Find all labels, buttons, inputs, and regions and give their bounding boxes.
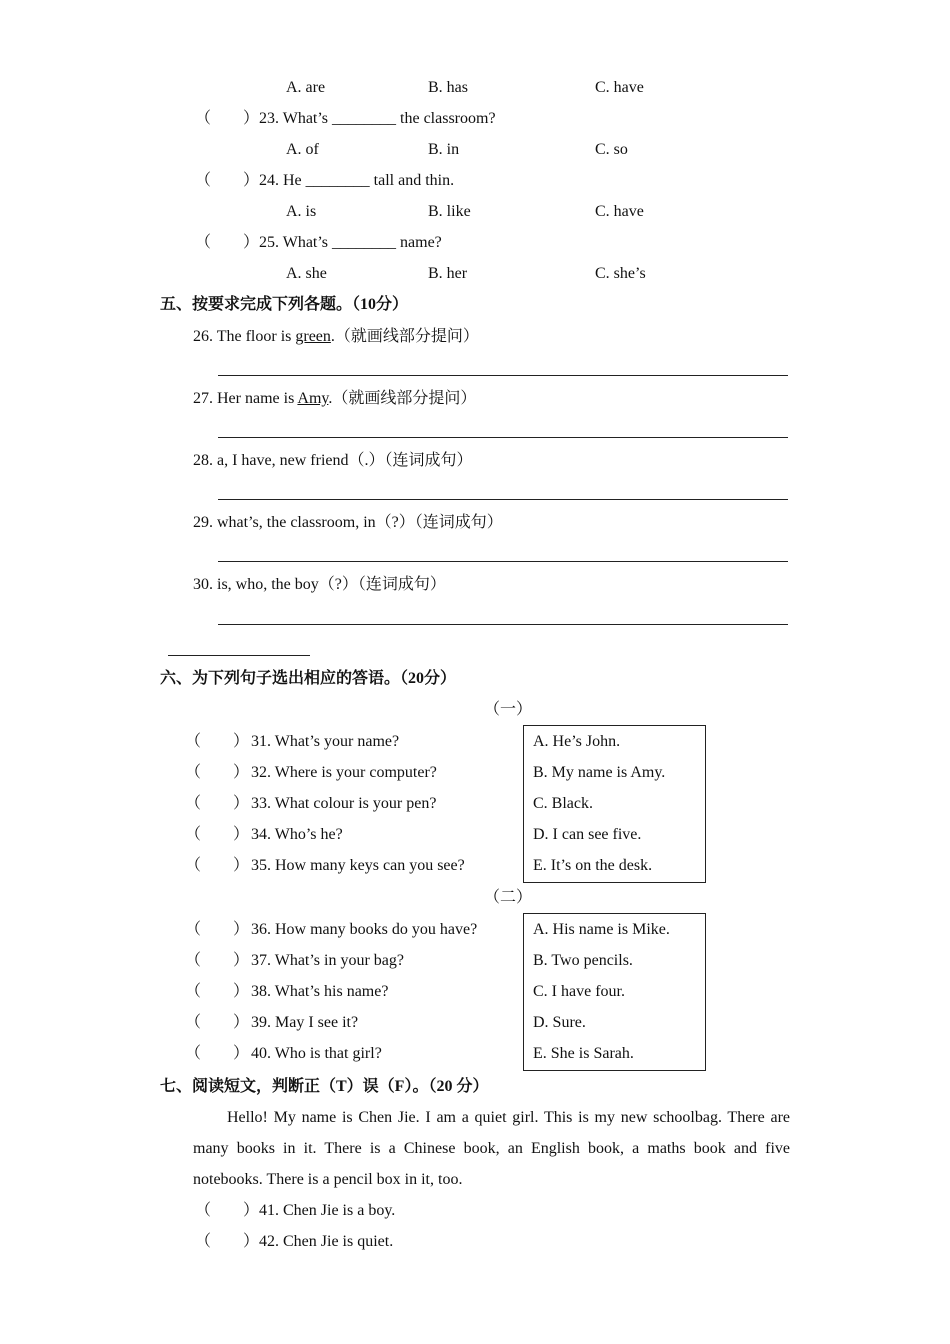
question-31: 31. What’s your name? <box>251 733 400 750</box>
answer-option-d: D. Sure. <box>533 1014 586 1031</box>
section-7-heading: 七、阅读短文，判断正（T）误（F）。（20 分） <box>160 1078 489 1095</box>
passage-line: notebooks. There is a pencil box in it, too. <box>193 1171 463 1188</box>
section-5-heading: 五、按要求完成下列各题。（10分） <box>160 296 409 313</box>
question-40: 40. Who is that girl? <box>251 1045 382 1062</box>
question-23: 23. What’s ________ the classroom? <box>259 110 496 127</box>
question-29: 29. what’s, the classroom, in（?）（连词成句） <box>193 514 503 531</box>
answer-option-c: C. I have four. <box>533 983 625 1000</box>
option-b: B. like <box>428 203 471 220</box>
question-34: 34. Who’s he? <box>251 826 343 843</box>
option-c: C. have <box>595 79 644 96</box>
question-24: 24. He ________ tall and thin. <box>259 172 455 189</box>
answer-blank: （ ） <box>185 857 250 874</box>
answer-option-b: B. Two pencils. <box>533 952 633 969</box>
answer-line[interactable] <box>218 624 788 625</box>
answer-blank: （ ） <box>185 733 250 750</box>
passage-line: Hello! My name is Chen Jie. I am a quiet girl. This is my new schoolbag. There are <box>227 1109 790 1126</box>
option-b: B. her <box>428 265 468 282</box>
question-38: 38. What’s his name? <box>251 983 389 1000</box>
answer-option-e: E. It’s on the desk. <box>533 857 653 874</box>
part-1-label: （一） <box>484 701 533 718</box>
question-35: 35. How many keys can you see? <box>251 857 465 874</box>
question-39: 39. May I see it? <box>251 1014 359 1031</box>
question-37: 37. What’s in your bag? <box>251 952 405 969</box>
answer-blank: （ ） <box>185 795 250 812</box>
option-a: A. she <box>286 265 327 282</box>
answer-blank: （ ） <box>195 172 260 189</box>
answer-line[interactable] <box>218 499 788 500</box>
question-36: 36. How many books do you have? <box>251 921 478 938</box>
question-27: 27. Her name is Amy.（就画线部分提问） <box>193 390 477 407</box>
question-33: 33. What colour is your pen? <box>251 795 437 812</box>
question-32: 32. Where is your computer? <box>251 764 437 781</box>
answer-blank: （ ） <box>185 952 250 969</box>
answer-option-a: A. He’s John. <box>533 733 621 750</box>
question-26: 26. The floor is green.（就画线部分提问） <box>193 328 479 345</box>
answer-blank: （ ） <box>195 1233 260 1250</box>
part-2-label: （二） <box>484 889 533 906</box>
answer-blank: （ ） <box>185 921 250 938</box>
option-b: B. in <box>428 141 460 158</box>
answer-blank: （ ） <box>185 764 250 781</box>
section-6-heading: 六、为下列句子选出相应的答语。（20分） <box>160 670 457 687</box>
answer-blank: （ ） <box>195 110 260 127</box>
answer-blank: （ ） <box>195 1202 260 1219</box>
answer-option-d: D. I can see five. <box>533 826 642 843</box>
answer-blank: （ ） <box>185 983 250 1000</box>
answer-line[interactable] <box>218 437 788 438</box>
question-42: 42. Chen Jie is quiet. <box>259 1233 394 1250</box>
question-41: 41. Chen Jie is a boy. <box>259 1202 396 1219</box>
answer-option-e: E. She is Sarah. <box>533 1045 634 1062</box>
option-c: C. so <box>595 141 628 158</box>
answer-blank: （ ） <box>195 234 260 251</box>
answer-blank: （ ） <box>185 1045 250 1062</box>
answer-option-b: B. My name is Amy. <box>533 764 666 781</box>
answer-line[interactable] <box>218 561 788 562</box>
answer-option-c: C. Black. <box>533 795 593 812</box>
option-a: A. are <box>286 79 326 96</box>
option-a: A. is <box>286 203 317 220</box>
question-30: 30. is, who, the boy（?）（连词成句） <box>193 576 446 593</box>
option-c: C. have <box>595 203 644 220</box>
option-b: B. has <box>428 79 468 96</box>
question-25: 25. What’s ________ name? <box>259 234 442 251</box>
option-c: C. she’s <box>595 265 646 282</box>
answer-blank: （ ） <box>185 1014 250 1031</box>
answer-blank: （ ） <box>185 826 250 843</box>
option-a: A. of <box>286 141 319 158</box>
passage-line: many books in it. There is a Chinese book, an English book, a maths book and five <box>193 1140 790 1157</box>
answer-option-a: A. His name is Mike. <box>533 921 670 938</box>
answer-line[interactable] <box>218 375 788 376</box>
question-28: 28. a, I have, new friend（.）（连词成句） <box>193 452 473 469</box>
divider <box>168 655 310 656</box>
